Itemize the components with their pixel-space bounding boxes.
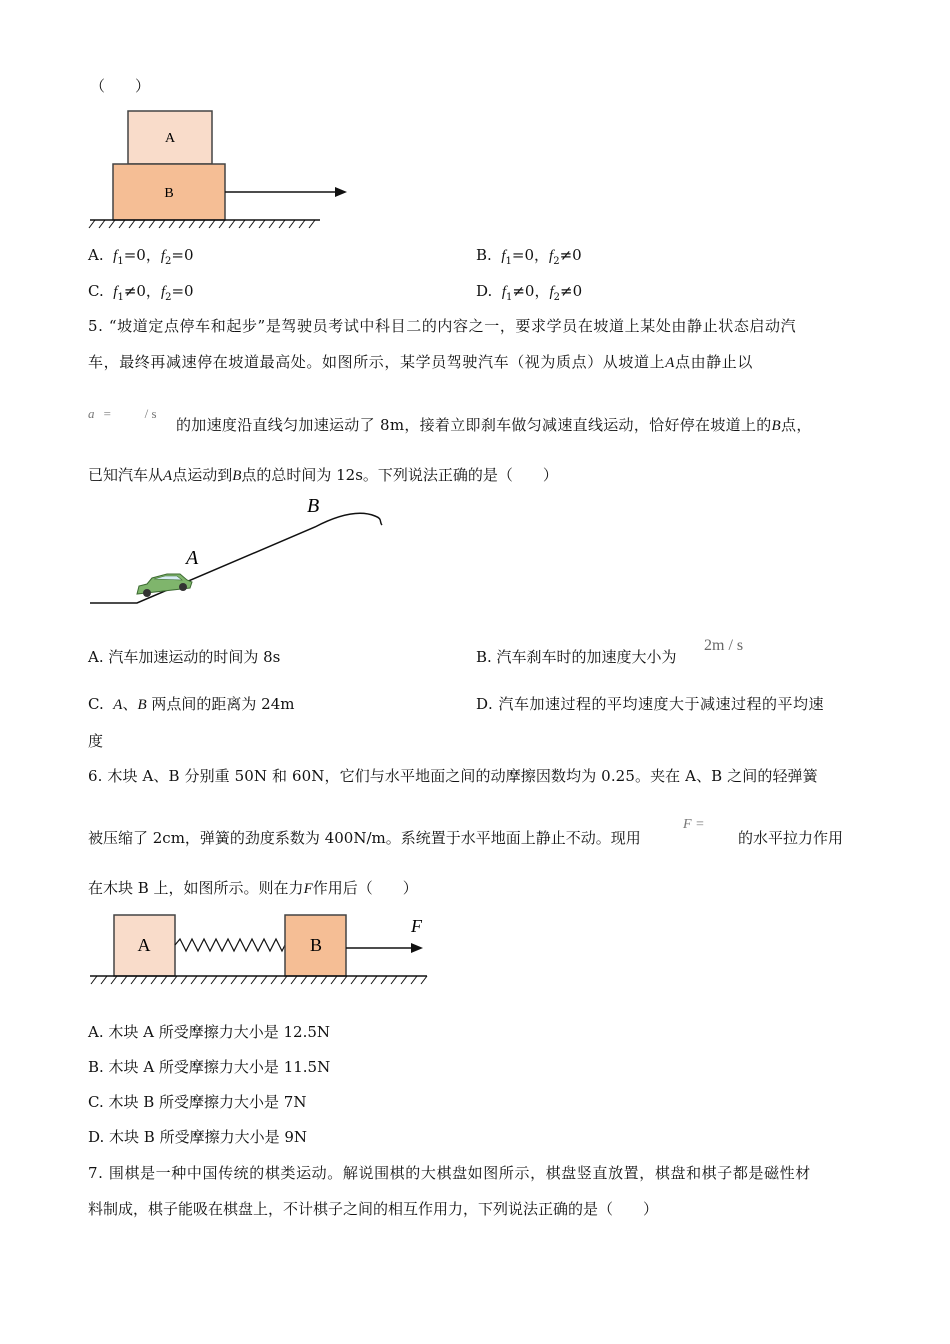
force-arrowhead: [335, 187, 347, 197]
q6-stem-line-1: 6. 木块 A、B 分别重 50N 和 60N，它们与水平地面之间的动摩擦因数均为 0.25。夹在 A、B 之间的轻弹簧: [88, 767, 818, 785]
q6-option-d: D. 木块 B 所受摩擦力大小是 9N: [88, 1128, 308, 1146]
force-arrowhead: [411, 943, 423, 953]
slope-road: [90, 513, 382, 603]
ground-hatching: [91, 976, 427, 984]
q6-stem-line-2-end: 的水平拉力作用: [738, 829, 844, 847]
q6-option-a: A. 木块 A 所受摩擦力大小是 12.5N: [88, 1023, 331, 1041]
q6-stem-line-3: 在木块 B 上，如图所示。则在力F作用后（ ）: [88, 879, 418, 897]
q7-stem-line-1: 7. 围棋是一种中国传统的棋类运动。解说围棋的大棋盘如图所示，棋盘竖直放置，棋盘和棋子都是磁性材: [88, 1164, 811, 1182]
q6-option-c: C. 木块 B 所受摩擦力大小是 7N: [88, 1093, 307, 1111]
q5-stem-line-1: 5. “坡道定点停车和起步”是驾驶员考试中科目二的内容之一，要求学员在坡道上某处由静止状态启动汽: [88, 317, 797, 335]
q5-option-a: A. 汽车加速运动的时间为 8s: [88, 648, 281, 666]
q6-stem-line-2: 被压缩了 2cm，弹簧的劲度系数为 400N/m。系统置于水平地面上静止不动。现用: [88, 829, 641, 847]
q4-figure-stacked-blocks: [85, 105, 355, 230]
q5-stem-line-4: 已知汽车从A点运动到B点的总时间为 12s。下列说法正确的是（ ）: [88, 466, 558, 484]
force-f-label: F: [411, 916, 422, 936]
q6-option-b: B. 木块 A 所受摩擦力大小是 11.5N: [88, 1058, 331, 1076]
q5-figure-slope: [85, 490, 395, 610]
q4-option-c: C. $f_1\ne 0$，$f_2=0$: [88, 282, 194, 303]
spring: [175, 939, 285, 951]
car-icon: [137, 574, 192, 597]
block-a-label: A: [164, 131, 176, 146]
q4-option-d: D. $f_1\ne 0$，$f_2\ne 0$: [476, 282, 583, 303]
ground-hatching: [89, 220, 315, 228]
q5-option-d-continued: 度: [88, 732, 104, 750]
q5-stem-line-2: 车，最终再减速停在坡道最高处。如图所示，某学员驾驶汽车（视为质点）从坡道上A点由静止以: [88, 353, 753, 371]
q4-answer-bracket: （ ）: [90, 77, 151, 95]
q5-acceleration-math: a = / s: [88, 406, 157, 421]
block-b-label: B: [164, 186, 174, 201]
point-a-label: A: [186, 547, 199, 569]
block-a-label: A: [137, 935, 151, 955]
block-b-label: B: [309, 935, 323, 955]
point-b-label: B: [307, 495, 320, 517]
q7-stem-line-2: 料制成，棋子能吸在棋盘上，不计棋子之间的相互作用力，下列说法正确的是（ ）: [88, 1200, 659, 1218]
q5-option-b: B. 汽车刹车时的加速度大小为: [476, 648, 677, 666]
q4-option-b: B. $f_1=0$，$f_2\ne 0$: [476, 246, 582, 267]
q5-stem-line-3: 的加速度沿直线匀加速运动了 8m，接着立即刹车做匀减速直线运动，恰好停在坡道上的B点，: [176, 416, 812, 434]
q6-force-math: F =: [683, 817, 704, 832]
q5-option-c: C. A、B 两点间的距离为 24m: [88, 695, 295, 713]
q5-option-d: D. 汽车加速过程的平均速度大于减速过程的平均速: [476, 695, 825, 713]
q6-figure-spring-blocks: [85, 905, 435, 990]
q4-option-a: A. $f_1=0$，$f_2=0$: [88, 246, 194, 267]
q5-option-b-math: 2m / s: [704, 637, 744, 654]
